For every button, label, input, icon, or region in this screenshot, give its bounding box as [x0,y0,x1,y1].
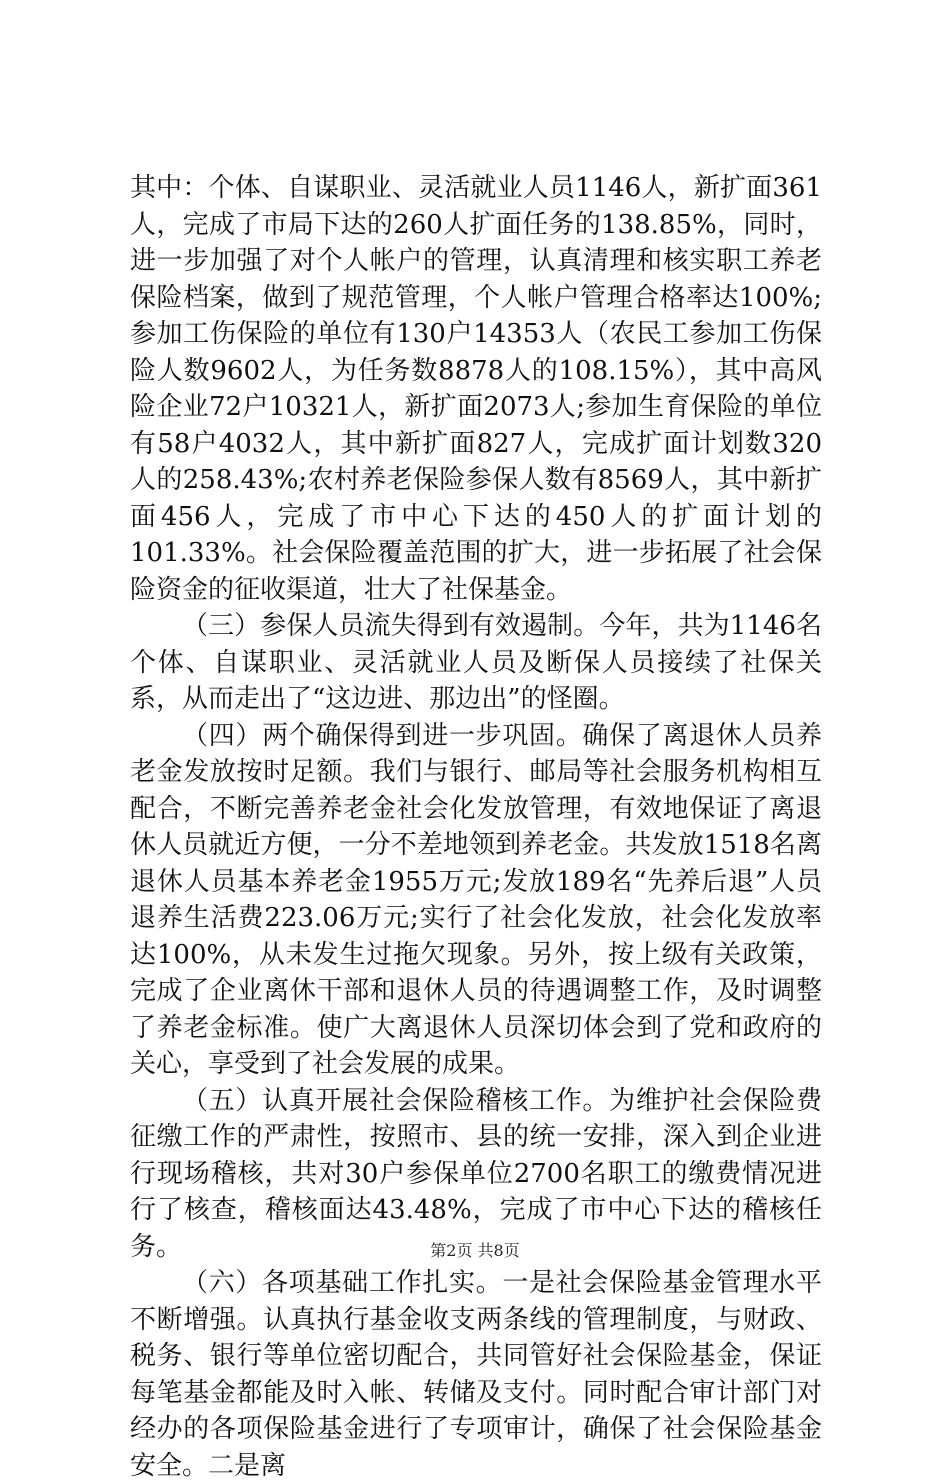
paragraph-section-5: （五）认真开展社会保险稽核工作。为维护社会保险费征缴工作的严肃性，按照市、县的统一安排，深入到企业进行现场稽核，共对30户参保单位2700名职工的缴费情况进行了核查，稽核面达43.48%，完成了市中心下达的稽核任务。 [130,1085,822,1262]
paragraph-section-6: （六）各项基础工作扎实。一是社会保险基金管理水平不断增强。认真执行基金收支两条线的管理制度，与财政、税务、银行等单位密切配合，共同管好社会保险基金，保证每笔基金都能及时入帐、转储及支付。同时配合审计部门对经办的各项保险基金进行了专项审计，确保了社会保险基金安全。二是离 [130,1268,822,1481]
paragraph-section-3: （三）参保人员流失得到有效遏制。今年，共为1146名个体、自谋职业、灵活就业人员及断保人员接续了社保关系，从而走出了“这边进、那边出”的怪圈。 [130,611,822,714]
page-footer: 第2页 共8页 [430,1241,520,1260]
paragraph-coverage-expansion: 其中：个体、自谋职业、灵活就业人员1146人，新扩面361人，完成了市局下达的260人扩面任务的138.85%，同时，进一步加强了对个人帐户的管理，认真清理和核实职工养老保险档案，做到了规范管理，个人帐户管理合格率达100%;参加工伤保险的单位有130户14353人（农民工参加工伤保险人数9602人，为任务数8878人的108.15%），其中高风险企业72户10321人，新扩面2073人;参加生育保险的单位有58户4032人，其中新扩面827人，完成扩面计划数320人的258.43%;农村养老保险参保人数有8569人，其中新扩面456人，完成了市中心下达的450人的扩面计划的101.33%。社会保险覆盖范围的扩大，进一步拓展了社会保险资金的征收渠道，壮大了社保基金。 [130,173,822,605]
document-body [130,170,822,1484]
paragraph-section-4: （四）两个确保得到进一步巩固。确保了离退休人员养老金发放按时足额。我们与银行、邮局等社会服务机构相互配合，不断完善养老金社会化发放管理，有效地保证了离退休人员就近方便，一分不差地领到养老金。共发放1518名离退休人员基本养老金1955万元;发放189名“先养后退”人员退养生活费223.06万元;实行了社会化发放，社会化发放率达100%，从未发生过拖欠现象。另外，按上级有关政策，完成了企业离休干部和退休人员的待遇调整工作，及时调整了养老金标准。使广大离退休人员深切体会到了党和政府的关心，享受到了社会发展的成果。 [130,720,822,1079]
